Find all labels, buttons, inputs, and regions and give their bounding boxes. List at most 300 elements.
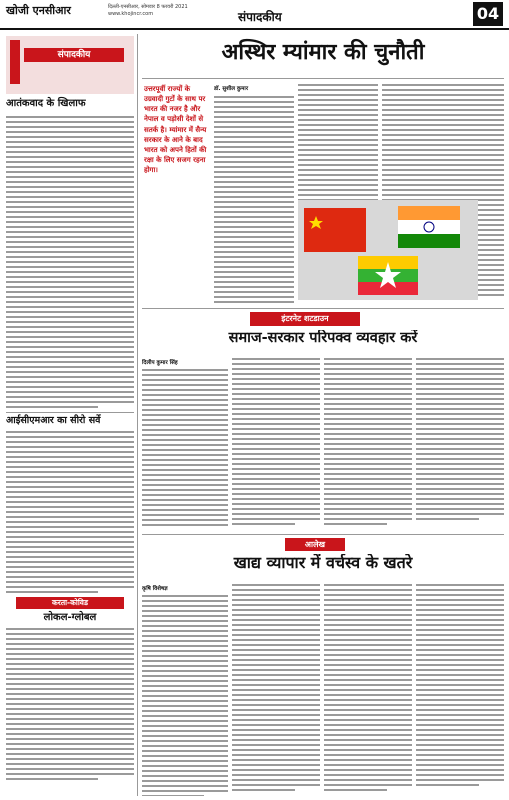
text-line — [6, 571, 134, 573]
text-line — [324, 393, 412, 395]
text-line — [142, 404, 228, 406]
text-line — [416, 614, 504, 616]
text-line — [232, 458, 320, 460]
text-line — [324, 694, 412, 696]
text-line — [416, 473, 504, 475]
text-line — [232, 774, 320, 776]
text-line — [324, 784, 412, 786]
text-line — [416, 413, 504, 415]
text-line — [416, 669, 504, 671]
text-line — [298, 144, 378, 146]
text-line — [416, 498, 504, 500]
text-line — [6, 206, 134, 208]
text-line — [214, 226, 294, 228]
text-line — [324, 609, 412, 611]
china-flag — [304, 208, 366, 252]
text-line — [324, 383, 412, 385]
text-line — [324, 368, 412, 370]
masthead — [0, 0, 509, 30]
text-line — [232, 503, 320, 505]
text-line — [6, 406, 98, 408]
text-line — [416, 784, 479, 786]
text-line — [416, 493, 504, 495]
text-line — [324, 503, 412, 505]
text-line — [382, 84, 504, 86]
text-line — [324, 378, 412, 380]
text-line — [6, 216, 134, 218]
text-line — [6, 471, 134, 473]
text-line — [142, 710, 228, 712]
text-line — [416, 619, 504, 621]
text-line — [382, 119, 504, 121]
text-line — [298, 154, 378, 156]
text-line — [142, 685, 228, 687]
text-line — [232, 619, 320, 621]
text-line — [142, 715, 228, 717]
text-line — [298, 164, 378, 166]
editorial-tag: संपादकीय — [24, 48, 124, 62]
text-line — [232, 764, 320, 766]
text-line — [324, 624, 412, 626]
text-line — [6, 251, 134, 253]
text-line — [6, 541, 134, 543]
text-line — [214, 126, 294, 128]
text-line — [232, 468, 320, 470]
text-line — [232, 614, 320, 616]
text-line — [6, 236, 134, 238]
text-line — [6, 501, 134, 503]
text-line — [298, 84, 378, 86]
text-line — [232, 368, 320, 370]
text-line — [6, 698, 134, 700]
text-line — [232, 789, 295, 791]
text-line — [6, 633, 134, 635]
text-line — [6, 331, 134, 333]
text-line — [324, 513, 412, 515]
internet-headline-block — [142, 330, 504, 356]
section-rule-2 — [142, 534, 504, 535]
text-line — [6, 768, 134, 770]
text-line — [382, 109, 504, 111]
text-line — [6, 171, 134, 173]
text-line — [6, 286, 134, 288]
dateline — [108, 4, 188, 18]
text-line — [416, 644, 504, 646]
text-line — [6, 728, 134, 730]
text-line — [142, 595, 228, 597]
text-line — [142, 434, 228, 436]
text-line — [382, 159, 504, 161]
text-line — [416, 739, 504, 741]
text-line — [214, 146, 294, 148]
text-line — [142, 379, 228, 381]
text-line — [142, 605, 228, 607]
text-line — [324, 483, 412, 485]
text-line — [6, 181, 134, 183]
text-line — [6, 663, 134, 665]
text-line — [324, 388, 412, 390]
text-line — [6, 221, 134, 223]
text-line — [416, 629, 504, 631]
text-line — [232, 363, 320, 365]
text-line — [232, 634, 320, 636]
text-line — [6, 753, 134, 755]
text-line — [142, 630, 228, 632]
text-line — [142, 705, 228, 707]
text-line — [6, 561, 134, 563]
main-headline-block — [142, 36, 504, 76]
bottom-col-3 — [324, 584, 412, 796]
text-line — [142, 394, 228, 396]
text-line — [142, 770, 228, 772]
text-line — [232, 684, 320, 686]
text-line — [6, 466, 134, 468]
text-line — [142, 374, 228, 376]
internet-col-1 — [142, 358, 228, 528]
text-line — [324, 448, 412, 450]
text-line — [6, 336, 134, 338]
bottom-headline: खाद्य व्यापार में वर्चस्व के खतरे — [233, 554, 413, 572]
text-line — [6, 431, 134, 433]
text-line — [416, 518, 479, 520]
text-line — [6, 306, 134, 308]
text-line — [6, 773, 134, 775]
text-line — [416, 488, 504, 490]
text-line — [142, 625, 228, 627]
text-line — [142, 615, 228, 617]
text-line — [232, 724, 320, 726]
text-line — [232, 649, 320, 651]
text-line — [6, 296, 134, 298]
text-line — [6, 321, 134, 323]
text-line — [214, 231, 294, 233]
text-line — [232, 719, 320, 721]
text-line — [324, 403, 412, 405]
text-line — [6, 256, 134, 258]
text-line — [324, 649, 412, 651]
text-line — [6, 516, 134, 518]
text-line — [232, 488, 320, 490]
text-line — [232, 448, 320, 450]
text-line — [382, 169, 504, 171]
myanmar-flag — [358, 256, 418, 295]
text-line — [324, 423, 412, 425]
text-line — [214, 211, 294, 213]
text-line — [214, 186, 294, 188]
text-line — [214, 161, 294, 163]
text-line — [416, 508, 504, 510]
text-line — [232, 403, 320, 405]
text-line — [298, 159, 378, 161]
text-line — [416, 594, 504, 596]
text-line — [142, 635, 228, 637]
text-line — [142, 459, 228, 461]
text-line — [298, 114, 378, 116]
text-line — [142, 740, 228, 742]
text-line — [214, 266, 294, 268]
text-line — [232, 669, 320, 671]
text-line — [6, 121, 134, 123]
text-line — [6, 511, 134, 513]
text-line — [6, 386, 134, 388]
column-divider — [137, 34, 138, 796]
text-line — [142, 524, 228, 526]
text-line — [6, 546, 134, 548]
text-line — [6, 703, 134, 705]
text-line — [232, 413, 320, 415]
text-line — [416, 458, 504, 460]
text-line — [298, 124, 378, 126]
text-line — [382, 164, 504, 166]
text-line — [214, 181, 294, 183]
text-line — [214, 101, 294, 103]
text-line — [324, 644, 412, 646]
text-line — [232, 594, 320, 596]
text-line — [6, 356, 134, 358]
text-line — [232, 428, 320, 430]
text-line — [416, 443, 504, 445]
text-line — [142, 690, 228, 692]
text-line — [324, 453, 412, 455]
text-line — [6, 141, 134, 143]
text-line — [232, 734, 320, 736]
internet-banner: इंटरनेट शटडाउन — [250, 312, 360, 326]
left-column — [6, 36, 134, 796]
text-line — [142, 600, 228, 602]
text-line — [298, 139, 378, 141]
text-line — [324, 699, 412, 701]
text-line — [142, 650, 228, 652]
text-line — [214, 121, 294, 123]
text-line — [416, 584, 504, 586]
text-line — [232, 639, 320, 641]
text-line — [6, 461, 134, 463]
text-line — [6, 401, 134, 403]
internet-headline: समाज-सरकार परिपक्व व्यवहार करें — [228, 330, 418, 346]
text-line — [416, 684, 504, 686]
text-line — [298, 99, 378, 101]
text-line — [6, 281, 134, 283]
text-line — [6, 456, 134, 458]
text-line — [214, 151, 294, 153]
text-line — [6, 748, 134, 750]
text-line — [324, 774, 412, 776]
text-line — [142, 765, 228, 767]
text-line — [142, 700, 228, 702]
text-line — [142, 454, 228, 456]
section-title: संपादकीय — [238, 10, 282, 24]
text-line — [232, 463, 320, 465]
text-line — [416, 659, 504, 661]
text-line — [416, 724, 504, 726]
text-line — [232, 784, 320, 786]
text-line — [6, 521, 134, 523]
text-line — [142, 399, 228, 401]
text-line — [6, 713, 134, 715]
text-line — [416, 769, 504, 771]
text-line — [232, 373, 320, 375]
text-line — [214, 261, 294, 263]
text-line — [214, 216, 294, 218]
text-line — [6, 131, 134, 133]
text-line — [142, 509, 228, 511]
text-line — [324, 789, 387, 791]
text-line — [416, 624, 504, 626]
text-line — [6, 366, 134, 368]
text-line — [298, 104, 378, 106]
text-line — [324, 724, 412, 726]
text-line — [416, 393, 504, 395]
text-line — [232, 513, 320, 515]
text-line — [416, 649, 504, 651]
pullquote-box — [144, 84, 208, 304]
text-line — [214, 111, 294, 113]
text-line — [214, 116, 294, 118]
text-line — [324, 363, 412, 365]
text-line — [416, 368, 504, 370]
text-line — [232, 779, 320, 781]
text-line — [6, 231, 134, 233]
text-line — [324, 634, 412, 636]
text-line — [416, 779, 504, 781]
text-line — [214, 241, 294, 243]
text-line — [382, 174, 504, 176]
text-line — [416, 423, 504, 425]
text-line — [6, 396, 134, 398]
text-line — [416, 634, 504, 636]
text-line — [142, 660, 228, 662]
text-line — [232, 418, 320, 420]
text-line — [232, 523, 295, 525]
text-line — [142, 750, 228, 752]
text-line — [6, 351, 134, 353]
text-line — [416, 478, 504, 480]
text-line — [214, 236, 294, 238]
left-header-box — [6, 36, 134, 94]
text-line — [6, 436, 134, 438]
text-line — [416, 428, 504, 430]
text-line — [232, 433, 320, 435]
text-line — [382, 124, 504, 126]
text-line — [142, 474, 228, 476]
text-line — [142, 389, 228, 391]
bottom-headline-block — [142, 554, 504, 582]
text-line — [142, 760, 228, 762]
text-line — [232, 739, 320, 741]
text-line — [142, 484, 228, 486]
text-line — [214, 196, 294, 198]
text-line — [232, 714, 320, 716]
text-line — [324, 458, 412, 460]
newspaper-brand: खोजी एनसीआर — [6, 4, 71, 17]
text-line — [6, 486, 134, 488]
text-line — [416, 679, 504, 681]
text-line — [324, 689, 412, 691]
text-line — [416, 759, 504, 761]
text-line — [142, 670, 228, 672]
text-line — [142, 504, 228, 506]
text-line — [416, 503, 504, 505]
text-line — [6, 301, 134, 303]
text-line — [324, 739, 412, 741]
text-line — [142, 645, 228, 647]
text-line — [416, 383, 504, 385]
text-line — [324, 614, 412, 616]
text-line — [6, 446, 134, 448]
text-line — [324, 714, 412, 716]
text-line — [382, 184, 504, 186]
text-line — [6, 581, 134, 583]
text-line — [6, 226, 134, 228]
text-line — [324, 729, 412, 731]
text-line — [232, 393, 320, 395]
text-line — [232, 589, 320, 591]
text-line — [6, 441, 134, 443]
text-line — [6, 693, 134, 695]
text-line — [6, 116, 134, 118]
text-line — [298, 169, 378, 171]
bottom-col-2 — [232, 584, 320, 796]
text-line — [416, 388, 504, 390]
text-line — [298, 194, 378, 196]
text-line — [214, 291, 294, 293]
text-line — [6, 551, 134, 553]
text-line — [214, 141, 294, 143]
text-line — [142, 610, 228, 612]
text-line — [6, 186, 134, 188]
text-line — [416, 398, 504, 400]
text-line — [232, 388, 320, 390]
text-line — [232, 518, 320, 520]
text-line — [6, 276, 134, 278]
text-line — [324, 749, 412, 751]
text-line — [324, 674, 412, 676]
text-line — [324, 704, 412, 706]
text-line — [232, 358, 320, 360]
text-line — [6, 648, 134, 650]
text-line — [6, 586, 134, 588]
text-line — [6, 628, 134, 630]
text-line — [416, 609, 504, 611]
text-line — [142, 414, 228, 416]
text-line — [232, 709, 320, 711]
text-line — [142, 795, 204, 796]
text-line — [232, 659, 320, 661]
text-line — [324, 664, 412, 666]
text-line — [6, 658, 134, 660]
text-line — [214, 251, 294, 253]
text-line — [6, 653, 134, 655]
main-article-col-2 — [298, 84, 378, 204]
text-line — [214, 201, 294, 203]
dateline-date: दिल्ली-एनसीआर, सोमवार 8 फरवरी 2021 — [108, 4, 188, 10]
text-line — [6, 476, 134, 478]
text-line — [382, 194, 504, 196]
text-line — [6, 688, 134, 690]
text-line — [6, 341, 134, 343]
text-line — [6, 638, 134, 640]
text-line — [416, 709, 504, 711]
text-line — [232, 644, 320, 646]
headline-rule — [142, 78, 504, 79]
text-line — [382, 144, 504, 146]
text-line — [382, 89, 504, 91]
text-line — [6, 668, 134, 670]
text-line — [142, 775, 228, 777]
text-line — [324, 413, 412, 415]
text-line — [232, 679, 320, 681]
text-line — [142, 725, 228, 727]
